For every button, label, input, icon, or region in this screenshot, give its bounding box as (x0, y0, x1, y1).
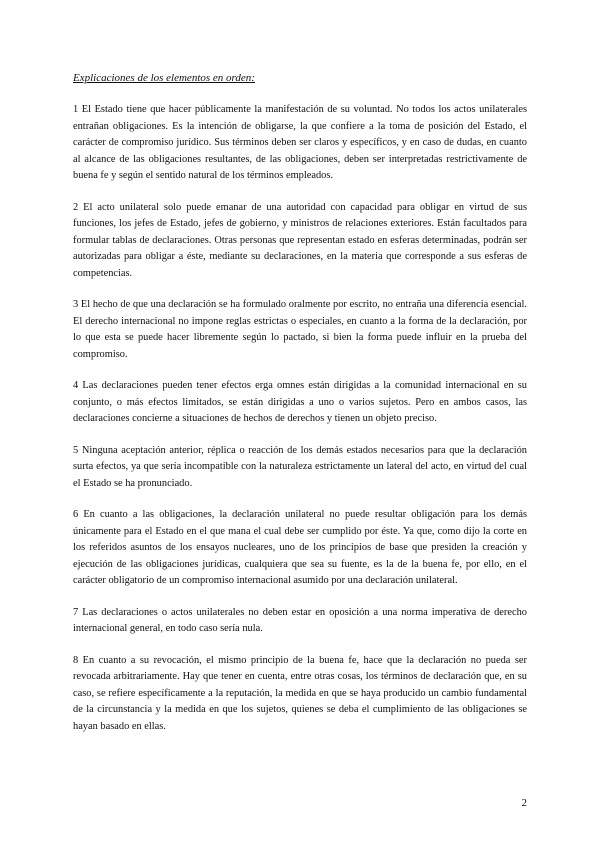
page-number: 2 (521, 797, 527, 809)
paragraph-1: 1 El Estado tiene que hacer públicamente la manifestación de su voluntad. No todos los actos unilaterales entrañan obligaciones. Es la intención de obligarse, la que confiere a la toma de posición del Estado, el carácter de compromiso jurídico. Sus términos deben ser claros y específicos, y en caso de dudas, en cuanto al alcance de las obligaciones resultantes, de las obligaciones, deben ser interpretadas restrictivamente de buena fe y según el sentido natural de los términos empleados. (73, 104, 527, 181)
paragraph-4: 4 Las declaraciones pueden tener efectos erga omnes están dirigidas a la comunidad internacional en su conjunto, o más efectos limitados, se están dirigidas a uno o varios sujetos. Pero en ambos casos, las declaraciones concierne a situaciones de hechos de derechos y tienen un objeto preciso. (73, 380, 527, 424)
paragraph-3: 3 El hecho de que una declaración se ha formulado oralmente por escrito, no entraña una diferencia esencial. El derecho internacional no impone reglas estrictas o especiales, en cuanto a la forma de la declaración, por lo que esta se puede hacer libremente según lo pactado, si bien la forma puede influir en la prueba del compromiso. (73, 299, 527, 360)
page-content (73, 70, 527, 750)
section-heading: Explicaciones de los elementos en orden: (73, 72, 255, 84)
paragraph-6: 6 En cuanto a las obligaciones, la declaración unilateral no puede resultar obligación para los demás únicamente para el Estado en el que mana el cual debe ser cumplido por éste. Ya que, como dijo la corte en los referidos asuntos de los ensayos nucleares, uno de los principios de base que presiden la creación y ejecución de las obligaciones jurídicas, cualquiera que sea su fuente, es la de la buena fe, por ello, en el carácter obligatorio de un compromiso internacional asumido por una declaración unilateral. (73, 509, 527, 586)
paragraph-2: 2 El acto unilateral solo puede emanar de una autoridad con capacidad para obligar en virtud de sus funciones, los jefes de Estado, jefes de gobierno, y ministros de relaciones exteriores. Están facultados para formular tablas de declaraciones. Otras personas que representan estado en esferas determinadas, podrán ser autorizadas para obligar a éste, mediante su declaraciones, en la materia que corresponde a sus esferas de competencias. (73, 201, 527, 279)
paragraph-7: 7 Las declaraciones o actos unilaterales no deben estar en oposición a una norma imperativa de derecho internacional general, en todo caso sería nula. (73, 606, 527, 634)
paragraph-5: 5 Ninguna aceptación anterior, réplica o reacción de los demás estados necesarios para que la declaración surta efectos, ya que sería incompatible con la naturaleza estrictamente un lateral del acto, en virtud del cual el Estado se ha pronunciado. (73, 444, 527, 489)
paragraph-8: 8 En cuanto a su revocación, el mismo principio de la buena fe, hace que la declaración no pueda ser revocada arbitrariamente. Hay que tener en cuenta, entre otras cosas, los términos de declaración que, en su caso, se refiere específicamente a la reputación, la medida en que se haya producido un cambio fundamental de la circunstancia y la medida en que los sujetos, quienes se deba el cumplimiento de las obligaciones se hayan basado en ellas. (73, 654, 527, 732)
